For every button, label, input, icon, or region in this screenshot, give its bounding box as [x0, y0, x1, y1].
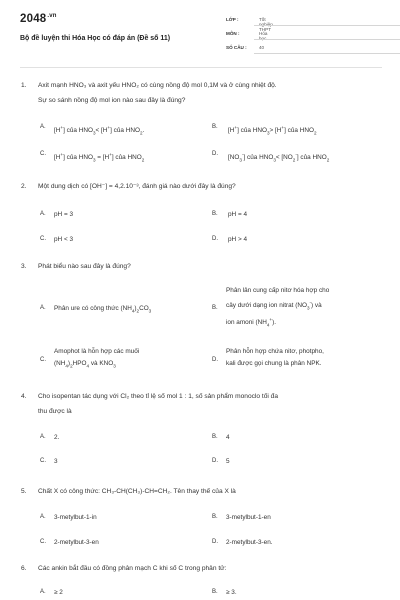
option-d[interactable]: $[NO_3^-]$ của $HNO_3< [NO_2^-]$ của $HNO_2$ — [228, 152, 330, 163]
meta-class-value: Tốt nghiệp THPT — [259, 17, 273, 32]
question-text: Chất X có công thức: CH₃-CH(CH₃)-CH=CH₂. Tên thay thế của X là — [38, 488, 236, 495]
option-b-letter[interactable]: B. — [212, 434, 218, 440]
option-a[interactable]: Phân ure có công thức $(NH_4)_2CO_3$ — [54, 305, 152, 314]
option-b-letter[interactable]: B. — [212, 124, 218, 130]
question-number: 4. — [21, 393, 27, 400]
meta-class-label: LỚP : — [226, 17, 239, 22]
option-a[interactable]: pH = 3 — [54, 211, 74, 218]
meta-underline — [254, 25, 400, 26]
option-c-letter[interactable]: C. — [40, 236, 46, 242]
question-number: 1. — [21, 82, 27, 89]
option-c[interactable]: 3 — [54, 458, 58, 465]
page-header — [0, 0, 400, 66]
option-c-letter[interactable]: C. — [40, 151, 46, 157]
question-number: 2. — [21, 183, 27, 190]
option-b-letter[interactable]: B. — [212, 305, 218, 311]
question-number: 5. — [21, 488, 27, 495]
option-a[interactable]: 2. — [54, 434, 60, 441]
option-b-letter[interactable]: B. — [212, 514, 218, 520]
option-a-letter[interactable]: A. — [40, 124, 46, 130]
meta-underline — [254, 53, 400, 54]
option-d[interactable]: 5 — [226, 458, 230, 465]
option-b[interactable]: 3-metylbut-1-en — [226, 514, 271, 521]
question-text: thu được là — [38, 408, 72, 415]
option-b-letter[interactable]: B. — [212, 211, 218, 217]
option-a-letter[interactable]: A. — [40, 434, 46, 440]
option-b[interactable]: 4 — [226, 434, 230, 441]
question-text: Một dung dịch có [OH⁻] = 4,2.10⁻³, đánh giá nào dưới đây là đúng? — [38, 183, 236, 190]
option-d-letter[interactable]: D. — [212, 458, 218, 464]
option-d-letter[interactable]: D. — [212, 539, 218, 545]
meta-underline — [254, 39, 400, 40]
question-text: Các ankin bắt đầu có đồng phân mạch C khi số C trong phân tử: — [38, 565, 227, 572]
option-d-letter[interactable]: D. — [212, 357, 218, 363]
option-c-letter[interactable]: C. — [40, 357, 46, 363]
option-a-letter[interactable]: A. — [40, 514, 46, 520]
option-c[interactable]: Amophot là hỗn hợp các muối $(NH_4)_2HPO_4$ và $KNO_3$ — [54, 348, 140, 369]
logo-suffix: .vn — [47, 13, 57, 20]
option-c-letter[interactable]: C. — [40, 539, 46, 545]
option-a[interactable]: ≥ 2 — [54, 589, 63, 596]
question-number: 6. — [21, 565, 27, 572]
option-d[interactable]: pH > 4 — [228, 236, 248, 243]
meta-subject-value: Hóa học — [259, 31, 268, 41]
option-b[interactable]: ≥ 3. — [226, 589, 237, 596]
option-d[interactable]: 2-metylbut-3-en. — [226, 539, 273, 546]
option-c[interactable]: [H+] của $HNO_3 = [H^+]$ của $HNO_2$ — [54, 152, 145, 163]
option-b[interactable]: pH = 4 — [228, 211, 248, 218]
question-text: Cho isopentan tác dụng với Cl₂ theo tỉ lệ số mol 1 : 1, số sản phẩm monoclo tối đa — [38, 393, 278, 400]
option-b-letter[interactable]: B. — [212, 589, 218, 595]
meta-subject-label: MÔN : — [226, 31, 240, 36]
option-b[interactable]: Phân lân cung cấp nitơ hóa hợp cho cây dưới dạng ion nitrat $(NO_3^-)$ và ion amoni $(NH_4^+)$. — [226, 287, 330, 328]
question-number: 3. — [21, 263, 27, 270]
option-a-letter[interactable]: A. — [40, 589, 46, 595]
option-d[interactable]: Phân hỗn hợp chứa nitơ, photpho, kali được gọi chung là phân NPK. — [226, 348, 324, 367]
option-c-letter[interactable]: C. — [40, 458, 46, 464]
option-a[interactable]: 3-metylbut-1-in — [54, 514, 97, 521]
option-d-letter[interactable]: D. — [212, 151, 218, 157]
header-divider — [20, 67, 382, 68]
meta-count-value: 40 — [259, 45, 265, 50]
option-c[interactable]: 2-metylbut-3-en — [54, 539, 99, 546]
option-a-letter[interactable]: A. — [40, 305, 46, 311]
question-text: Phát biểu nào sau đây là đúng? — [38, 263, 131, 270]
option-c[interactable]: pH < 3 — [54, 236, 74, 243]
logo-text: 2048 — [20, 13, 47, 25]
question-text: Sự so sánh nồng độ mol ion nào sau đây là đúng? — [38, 97, 186, 104]
option-a-letter[interactable]: A. — [40, 211, 46, 217]
meta-count-label: SỐ CÂU : — [226, 45, 247, 50]
option-a[interactable]: [H+] của $HNO_3< [H^+]$ của $HNO_2$. — [54, 125, 145, 136]
document-title: Bộ đề luyện thi Hóa Học có đáp án (Đề số 11) — [20, 35, 171, 42]
option-d-letter[interactable]: D. — [212, 236, 218, 242]
question-text: Axit mạnh HNO₃ và axit yếu HNO₂ có cùng nồng độ mol 0,1M và ở cùng nhiệt độ. — [38, 82, 277, 89]
site-logo[interactable] — [20, 13, 57, 25]
option-b[interactable]: [H+] của $HNO_3> [H^+]$ của $HNO_2$ — [228, 125, 317, 136]
